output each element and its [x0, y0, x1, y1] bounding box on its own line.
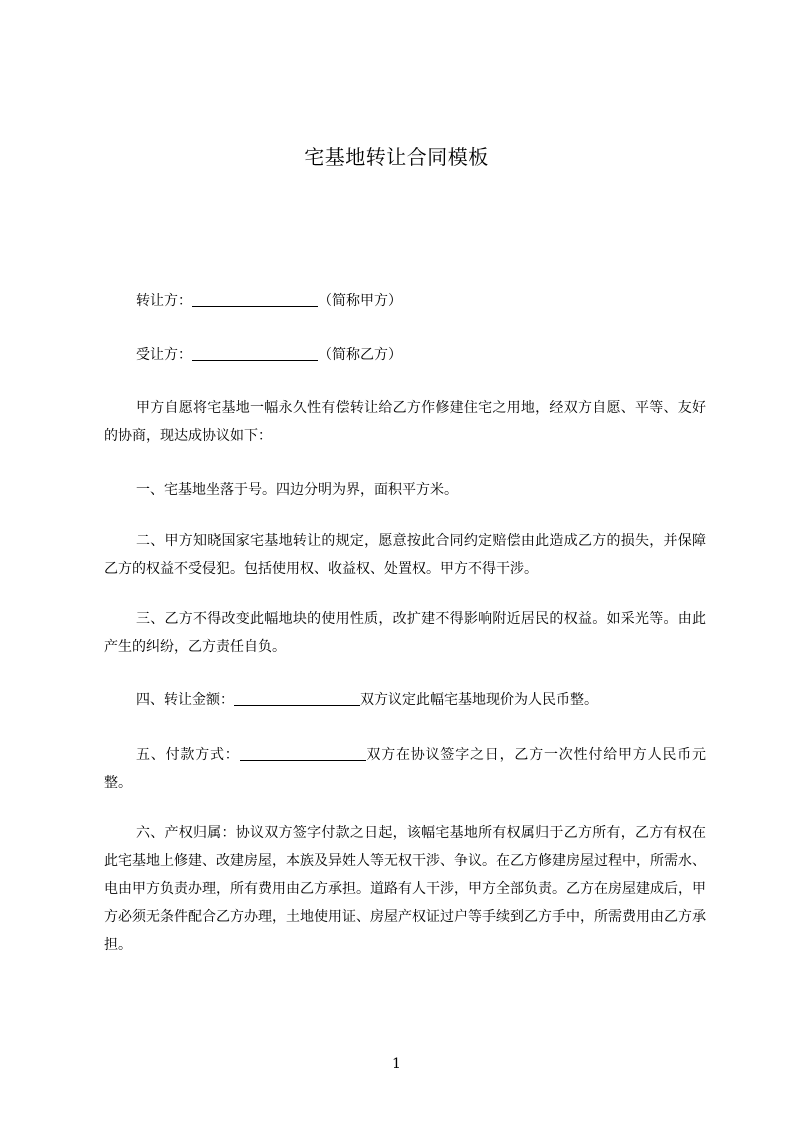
transferee-suffix: （简称乙方）	[318, 347, 402, 363]
clause-5-suffix: 双方在协议签字之日，乙方一次性付给甲方人民币元整。	[104, 747, 707, 791]
clause-5	[104, 741, 706, 797]
page-number: 1	[392, 1056, 401, 1072]
transferee-blank	[192, 344, 318, 361]
transferee-label: 受让方：	[136, 347, 192, 363]
clause-3: 三、乙方不得改变此幅地块的使用性质，改扩建不得影响附近居民的权益。如采光等。由此产生的纠纷，乙方责任自负。	[104, 611, 706, 655]
transferor-label: 转让方：	[136, 293, 192, 309]
transferor-suffix: （简称甲方）	[318, 293, 402, 309]
clause-4-blank	[234, 689, 360, 706]
document-title: 宅基地转让合同模板	[304, 145, 489, 169]
clause-2: 二、甲方知晓国家宅基地转让的规定，愿意按此合同约定赔偿由此造成乙方的损失，并保障乙方的权益不受侵犯。包括使用权、收益权、处置权。甲方不得干涉。	[104, 533, 706, 577]
clause-5-label: 五、付款方式：	[136, 747, 240, 763]
clause-6: 六、产权归属：协议双方签字付款之日起，该幅宅基地所有权属归于乙方所有，乙方有权在此宅基地上修建、改建房屋，本族及异姓人等无权干涉、争议。在乙方修建房屋过程中，所需水、电由甲方负责办理，所有费用由乙方承担。道路有人干涉，甲方全部负责。乙方在房屋建成后，甲方必须无条件配合乙方办理，土地使用证、房屋产权证过户等手续到乙方手中，所需费用由乙方承担。	[104, 825, 706, 953]
transferee-line	[136, 341, 706, 369]
intro-paragraph: 甲方自愿将宅基地一幅永久性有偿转让给乙方作修建住宅之用地，经双方自愿、平等、友好的协商，现达成协议如下：	[104, 400, 706, 444]
transferor-line	[136, 287, 706, 315]
clause-4-label: 四、转让金额：	[136, 692, 234, 708]
transferor-blank	[192, 290, 318, 307]
clause-5-blank	[240, 744, 366, 761]
clause-1: 一、宅基地坐落于号。四边分明为界，面积平方米。	[136, 482, 458, 498]
clause-4	[136, 686, 706, 714]
clause-4-suffix: 双方议定此幅宅基地现价为人民币整。	[360, 692, 598, 708]
